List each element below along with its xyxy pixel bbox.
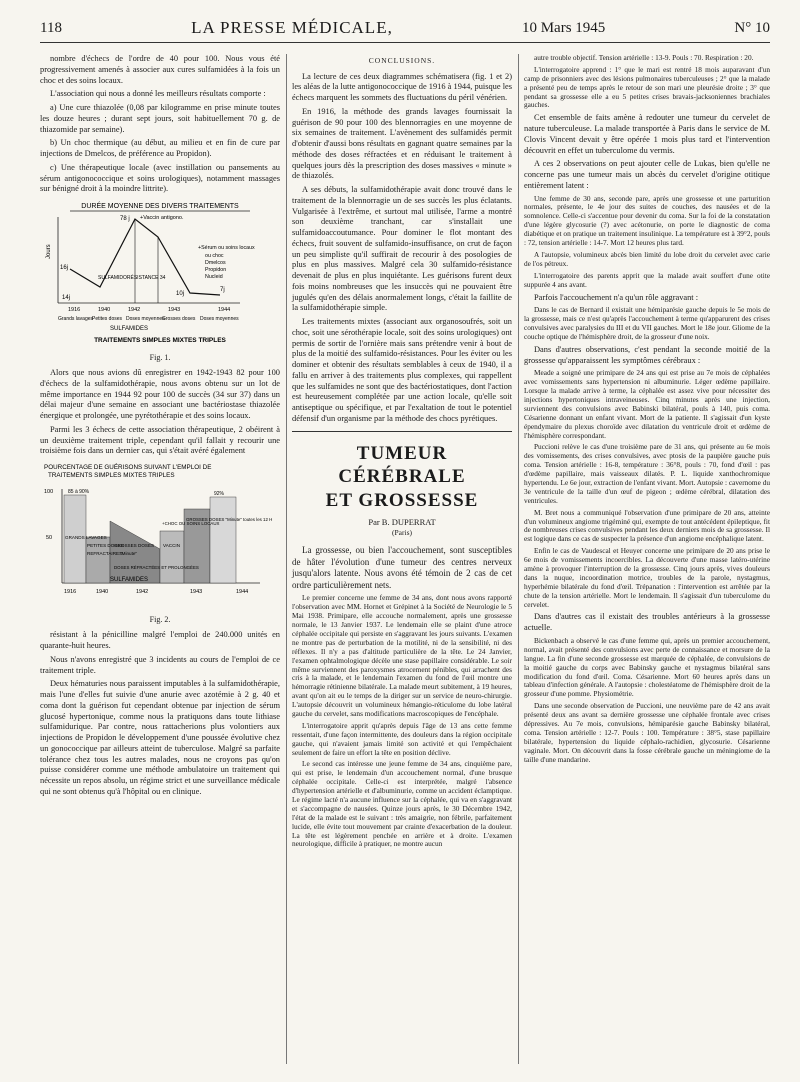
paragraph: L'association qui nous a donné les meilleurs résultats comporte : xyxy=(50,89,266,99)
fig1-year: 1916 xyxy=(68,307,81,313)
figure-1-caption: Fig. 1. xyxy=(149,353,171,362)
fig1-annot-vaccin: +Vaccin antigono. xyxy=(140,215,184,221)
article-title-line-2: ET GROSSESSE xyxy=(325,490,479,512)
fig2-annot: GRANDS LAVAGES xyxy=(65,535,107,541)
paragraph: nombre d'échecs de l'ordre de 40 pour 100. Nous vous été progressivement amenés à associer aux cures sulfamidées à la fois un choc et des soins locaux. xyxy=(40,54,280,85)
paragraph: b) Un choc thermique (au début, au milieu et en fin de cure par injections de Dmelcos, de préférence au Propidon). xyxy=(40,138,280,158)
fig1-annot-14j: 14j xyxy=(62,295,71,301)
paragraph: Deux hématuries nous paraissent imputables à la sulfamidothérapie, mais l'une d'elles fut suivie d'une anurie avec azotémie à 2 g. 40 et coma dont la guérison fut cependant obtenue par injection de sérum glucosé hypertonique, comme nous la pratiquons dans toute lithiase sulfamidurique. Par contre, nous rattacherions plus volontiers aux injections de Propidon le développement d'une poussée évolutive chez un gonococcique par ailleurs atteint de tuberculose. Malgré sa parfaite tolérance chez tous les autres malades, nous ne croyons pas qu'on puisse considérer comme une méthode ambulatoire un traitement qui nécessite un repos absolu, un régime strict et une surveillance médicale qui ne sont obtenus qu'à l'hôpital ou en clinique. xyxy=(40,679,280,796)
fig2-title: POURCENTAGE DE GUÉRISONS SUIVANT L'EMPLOI DE xyxy=(44,464,212,472)
fig1-title: DURÉE MOYENNE DES DIVERS TRAITEMENTS xyxy=(81,203,239,210)
fig2-subtitle: TRAITEMENTS SIMPLES MIXTES TRIPLES xyxy=(48,472,175,480)
fig1-annot-nucleid: Nucleid xyxy=(205,274,223,280)
fig2-year: 1944 xyxy=(236,589,249,596)
fig1-annot-serum: +Sérum ou soins locaux xyxy=(198,245,255,251)
paragraph: Alors que nous avions dû enregistrer en 1942-1943 82 pour 100 d'échecs de la sulfamidothérapie, nous avons obtenu sur un lot de même importance en 1944 92 pour 100 de succès (34 sur 37) dans un délai majeur d'une semaine en associant une bactériostase thiazolée énergique et prolongée, une pyrétothérapie et des soins locaux. xyxy=(40,368,280,421)
paragraph: A ses débuts, la sulfamidothérapie avait donc trouvé dans le traitement de la blennorragie un de ses succès les plus éclatants. Vulgarisée à l'extrême, et surtout mal utilisée, l'arme a montré son deuxième tranchant, car s'installait une sulfamidoaccoutumance. Pour dominer le flot montant des échecs, fruit souvent de sulfamido-insuffisance, on crut de façon un peu simpliste qu'il suffirait de recourir à des posologies de plus en plus massives. Malgré cela 30 sulfamido-résistance devenait de plus en plus inquiétante. Les guérisons furent deux fois moins nombreuses que les insuccès qui ne pouvaient être jugulés qu'en des délais anormalement longs, c'était la faillite de la sulfamidothérapie simple. xyxy=(292,185,512,313)
fig2-annot: VACCIN xyxy=(163,543,181,549)
paragraph: Puccioni relève le cas d'une troisième pare de 31 ans, qui présente au 6e mois des vomissements, des crises convulsives, avec ptosis de la paupière gauche puis coma. Tension artérielle : 16-8, température : 36°8, pouls : 70, fond d'œil : pas d'œdème papillaire, mais vaisseaux dilatés. P. L. liquide xanthochromique hypertendu. Le 6e jour, extraction de l'enfant vivant. Mort. Autopsie : cavernome du 3e ventricule de la taille d'un œuf de pigeon ; œdème cérébral, dilatation des ventricules. xyxy=(524,442,770,505)
paragraph: Une femme de 30 ans, seconde pare, après une grossesse et une parturition normales, présente, le 4e jour des suites de couches, des nausées et de la somnolence. Celle-ci s'accentue pour devenir du coma. Sur la foi de la constatation d'une légère glycosurie (?) avec acétonurie, on porte le diagnostic de coma diabétique et on pratique un traitement insulinique. La température est à 39°2, pouls : 72, tension artérielle : 14-7. Mort 12 heures plus tard. xyxy=(524,193,770,248)
article-separator xyxy=(292,431,512,432)
paragraph: c) Une thérapeutique locale (avec instillation ou pansements au sérum antigonococcique et soins urologiques), notamment massages sur bénigné droit à la moindre littrite). xyxy=(40,162,280,194)
section-heading: CONCLUSIONS. xyxy=(368,56,436,65)
paragraph: résistant à la pénicilline malgré l'emploi de 240.000 unités en quarante-huit heures. xyxy=(40,630,280,651)
fig2-annot: 92% xyxy=(214,491,225,498)
fig1-annot-16j: 16j xyxy=(60,265,69,271)
fig2-ytick-100: 100 xyxy=(44,489,54,496)
paragraph: Cet ensemble de faits amène à redouter une tumeur du cervelet de nature tuberculeuse. La malade transportée à Paris dans le service de M. Clovis Vincent devait y être opérée 1 mois plus tard et l'intervention découvrit en effet un tuberculome du vermis. xyxy=(524,113,770,155)
fig1-annot-78j: 78 j xyxy=(120,216,130,222)
paragraph: Le premier concerne une femme de 34 ans, dont nous avons rapporté l'observation avec MM. Hornet et Grépinet à la Société de Neurologie le 5 Mai 1938. Primipare, elle accouche normalement, après une grossesse normale, le 13 Janvier 1937. Le lendemain elle se plaint d'une atroce céphalée occipitale qui persiste en s'aggravant les jours suivants. L'examen ne montre pas de perturbation de la motilité, ni de la sensibilité, ni des réflexes. Il n'y a pas d'altitude particulière de la tête. Le 24 Janvier, l'examen ophtalmologique décèle une stase papillaire considérable. Le soir même surviennent des paroxysmes atrocement pénibles, qui arrachent des cris à la malade, et le lendemain l'examen du fond de l'œil montre une hémorragie rétinienne bilatérale. La malade meurt subitement, à 19 heures, avant qu'on ait eu le temps de la diriger sur un service de neuro-chirurgie. L'autopsie découvrit un volumineux hémangio-réticulome du lobe latéral gauche du cervelet, sans modifications macroscopiques de l'encéphale. xyxy=(292,593,512,718)
column-3 xyxy=(524,54,770,767)
paragraph: Nous n'avons enregistré que 3 incidents au cours de l'emploi de ce traitement triple. xyxy=(40,654,280,675)
figure-2-caption: Fig. 2. xyxy=(149,615,171,625)
paragraph: Les traitements mixtes (associant aux organosoufrés, soit un choc, soit une sérothérapie locale, soit des soins urologiques) ont permis de sortir de l'ornière mais sans prétendre venir à bout de plus de la moitié des sulfamido-résistances. Pour les éviter ou les dominer et obtenir des résultats semblables à ceux de 1940, il a fallu en arriver à des traitements plus complexes, qui rappellent que les sulfamides ne sont que des bactériostatiques, dont l'action est heureusement complétée par une action locale, qu'elle soit antiseptique ou spécifique, et par l'exaltation de tout le potentiel défensif d'un organisme par la méthode des chocs pyrétiques. xyxy=(292,317,512,423)
paragraph: M. Bret nous a communiqué l'observation d'une primipare de 20 ans, atteinte d'un volumineux angiome trigéminé qui, exempte de tout antécédent épileptique, fit de nombreuses crises convulsives pendant les deux derniers mois de sa grossesse. Il est logique dans ce cas de suspecter la présence d'un angiome encéphalique latent. xyxy=(524,507,770,544)
fig2-annot: GROSSES DOSES xyxy=(114,543,155,549)
fig1-label: Grosses doses xyxy=(162,316,196,322)
byline: Par B. DUPERRAT xyxy=(368,516,436,527)
fig1-ylabel: Jours xyxy=(46,244,52,259)
fig1-year: 1940 xyxy=(98,307,111,313)
paragraph: Enfin le cas de Vaudescal et Heuyer concerne une primipare de 20 ans prise le 6e mois de vomissements incoercibles. La découverte d'une masse latéro-utérine amène à provoquer l'interruption de la grossesse. Cinq jours après, vives douleurs dans la nuque, incoordination motrice, troubles de la parole, nystagmus, hyperhémie bilatérale du fond d'œil. Trépanation : l'intervention est arrêtée par la chute de la tension artérielle. Mort le lendemain. Il s'agissait d'un tuberculome du cervelet. xyxy=(524,546,770,609)
paragraph: La lecture de ces deux diagrammes schématisera (fig. 1 et 2) les aléas de la lutte antigonococcique de 1916 à 1944, puisque les échecs marquent les sommets des fluctuations du péril vénérien. xyxy=(292,71,512,103)
fig2-year: 1940 xyxy=(96,589,109,596)
fig1-annot-propidon: Propidon xyxy=(205,267,227,273)
fig2-year: 1916 xyxy=(64,589,77,596)
paragraph: Le second cas intéresse une jeune femme de 34 ans, cinquième pare, qui est prise, le lendemain d'un accouchement normal, d'une brusque céphalée occipitale. Celle-ci est interprétée, malgré l'absence d'hypertension artérielle et d'albuminurie, comme un accident éclamptique. Le régime lacté n'a aucune influence sur la céphalée, qui va en s'aggravant et s'accompagne de nausées. Quinze jours après, le 30 Décembre 1942, l'état de la malade est le suivant : très amaigrie, non fébrile, parfaitement lucide, elle évite tout mouvement par crainte d'exacerbation de la douleur. La tête est légèrement penchée en arrière et à droite. L'examen neurologique, difficile à pratiquer, ne montre aucun xyxy=(292,759,512,849)
paragraph: Parfois l'accouchement n'a qu'un rôle aggravant : xyxy=(534,292,699,302)
column-1 xyxy=(40,54,280,801)
paragraph: A ces 2 observations on peut ajouter celle de Lukas, bien qu'elle ne concerne pas une tumeur mais un abcès du cervelet d'origine otitique entièrement latent : xyxy=(524,159,770,190)
paragraph: La grossesse, ou bien l'accouchement, sont susceptibles de hâter l'évolution d'une tumeur des centres nerveux jusqu'alors latente. Nous avons été témoin de 2 cas de cet ordre particulièrement nets. xyxy=(292,545,512,590)
paragraph: L'interrogatoire apprend : 1° que le mari est rentré 18 mois auparavant d'un camp de prisonniers avec des lésions pulmonaires tuberculeuses ; 2° que la malade a présenté peu de temps après le retour de son mari une pleurésie droite ; 3° que pendant sa grossesse elle a eu 5 petites crises bravais-jacksoniennes brachiales gauches. xyxy=(524,64,770,110)
paragraph: L'interrogatoire apprit qu'après depuis l'âge de 13 ans cette femme ressentait, d'une façon intermittente, des douleurs dans la région occipitale gauche, qui n'avaient jamais limité son activité et qui l'empêchaient seulement de faire un effort la tête en position déclive. xyxy=(292,720,512,757)
affiliation: (Paris) xyxy=(392,527,412,537)
fig2-annot: DOSES RÉFRACTÉES ET PROLONGÉES xyxy=(114,565,199,571)
paragraph: L'interrogatoire des parents apprit que la malade avait souffert d'une otite suppurée 4 ans avant. xyxy=(524,270,770,289)
paragraph: A l'autopsie, volumineux abcès bien limité du lobe droit du cervelet avec carie de l'os pétreux. xyxy=(524,249,770,268)
column-2 xyxy=(292,54,512,852)
fig1-annot-10j: 10j xyxy=(176,291,185,297)
fig2-annot: +CHOC OU SOINS LOCAUX xyxy=(162,521,220,527)
fig1-label: Petites doses xyxy=(92,316,123,322)
column-divider xyxy=(518,54,519,1064)
fig2-annot: SULFAMIDES xyxy=(110,577,149,584)
column-divider xyxy=(286,54,287,1064)
paragraph: a) Une cure thiazolée (0,08 par kilogramme en prise minute toutes les douze heures ; durant sept jours, soit habituellement 70 g. de thiazomide par semaine). xyxy=(40,103,280,134)
fig1-label: Doses moyennes xyxy=(126,316,165,322)
fig2-ytick-50: 50 xyxy=(46,535,53,542)
fig1-annot-choc: ou choc xyxy=(205,253,224,259)
fig2-annot: "Minute" xyxy=(120,551,138,557)
fig1-bottom-title: TRAITEMENTS SIMPLES MIXTES TRIPLES xyxy=(94,337,226,344)
fig2-annot: REFRACTAIRES xyxy=(87,551,123,557)
fig1-group: SULFAMIDES xyxy=(110,326,149,332)
issue-date: 10 Mars 1945 xyxy=(521,19,606,36)
article-title-line-1: TUMEUR CÉRÉBRALE xyxy=(338,442,466,488)
journal-title: LA PRESSE MÉDICALE, xyxy=(191,18,393,37)
fig2-annot: PETITES DOSES xyxy=(87,543,124,549)
issue-number: N° 10 xyxy=(734,19,770,36)
fig2-annot: GROSSES DOSES "Minute" toutes les 12 H xyxy=(186,517,273,523)
paragraph: Meade a soigné une primipare de 24 ans qui est prise au 7e mois de céphalées avec vomissements sans hypertension ni albuminurie. Léger œdème papillaire. Lorsque la malade arrive à terme, la céphalée est assez vive pour nécessiter des injections hypertoniques intraveineuses. Cinq minutes après une injection, surviennent des convulsions avec Babinski bilatéral, pouls à 140, puis coma. Césarienne donnant un enfant vivant. Mort de la patiente. Il s'agissait d'un kyste épendymaire du plexus choroïde avec dilatation du ventricule droit et œdème de l'hémisphère correspondant. xyxy=(524,368,770,440)
fig1-year: 1943 xyxy=(168,307,181,313)
paragraph: Parmi les 3 échecs de cette association thérapeutique, 2 obéirent à un deuxième traitement triple, cependant qu'il fallait y recourir une troisième fois dans un dernier cas, qui s'était avéré également xyxy=(40,424,280,456)
fig1-label: Doses moyennes xyxy=(200,316,239,322)
fig1-annot-resistance: SULFAMIDORÉSISTANCE 34 xyxy=(98,275,166,281)
paragraph: Dans d'autres observations, c'est pendant la seconde moitié de la grossesse qu'apparaissent les symptômes cérébraux : xyxy=(524,344,770,365)
page-number: 118 xyxy=(40,19,62,36)
figure-1 xyxy=(40,199,280,349)
fig2-annot: 85 à 90% xyxy=(68,489,90,496)
fig2-year: 1942 xyxy=(136,589,149,596)
paragraph: Dans d'autres cas il existait des troubles antérieurs à la grossesse actuelle. xyxy=(524,612,770,633)
fig1-year: 1942 xyxy=(128,307,141,313)
paragraph: En 1916, la méthode des grands lavages fournissait la guérison de 90 pour 100 des blennorragies en une moyenne de six semaines de traitement. L'avènement des sulfamidés permit d'obtenir d'aussi bons résultats en gagnant quatre semaines par la méthode des doses réfractées et en réduisant le traitement à quelques jours dès la prescription des doses massives « minute » de thiazolés. xyxy=(292,106,512,181)
paragraph: Dans une seconde observation de Puccioni, une neuvième pare de 42 ans avait présenté deux ans avant sa dernière grossesse une céphalée frontale avec crises dépressives. Au 7e mois, convulsions, hémiparésie gauche Babinsky bilatéral, coma. Tension artérielle : 12-7. Pouls : 100. Température : 38°5, stase papillaire bilatérale, hypertension du liquide céphalo-rachidien, glycosurie. Césarienne vaginale. Mort. On découvrit dans la fosse cérébrale gauche un méningiome de la taille d'une mandarine. xyxy=(524,701,770,764)
paragraph: Bickenbach a observé le cas d'une femme qui, après un premier accouchement, normal, avait présenté des convulsions avec perte de connaissance et morsure de la langue. La fin d'une seconde grossesse est marquée de céphalée, de convulsions de la moitié gauche du corps avec Babinsky gauche et nystagmus bilatéral sans modification du fond d'œil. Coma. Césarienne. Mort 60 heures après dans un tableau d'infection générale. A l'autopsie : cholestéatome de l'hémisphère droit de la grosseur d'une pomme. Physiométrie. xyxy=(524,635,770,699)
fig1-annot-dmelcos: Dmelcos xyxy=(205,260,226,266)
fig2-year: 1943 xyxy=(190,589,203,596)
fig1-annot-7j: 7j xyxy=(220,287,225,293)
article-title xyxy=(292,442,512,513)
figure-2 xyxy=(40,461,280,611)
paragraph: autre trouble objectif. Tension artérielle : 13-9. Pouls : 70. Respiration : 20. xyxy=(534,53,754,62)
paragraph: Dans le cas de Bernard il existait une hémiparésie gauche depuis le 5e mois de la grossesse, mais ce n'est qu'après l'accouchement à terme qu'apparurent des crises convulsives avec paralysies du III et du VII gauches. Mort le 18e jour. Gliome de la couche optique de l'hémisphère droit, de la grosseur d'une noix. xyxy=(524,305,770,341)
fig1-label: Grands lavages xyxy=(58,316,94,322)
page-header xyxy=(40,14,770,43)
fig1-year: 1944 xyxy=(218,307,231,313)
